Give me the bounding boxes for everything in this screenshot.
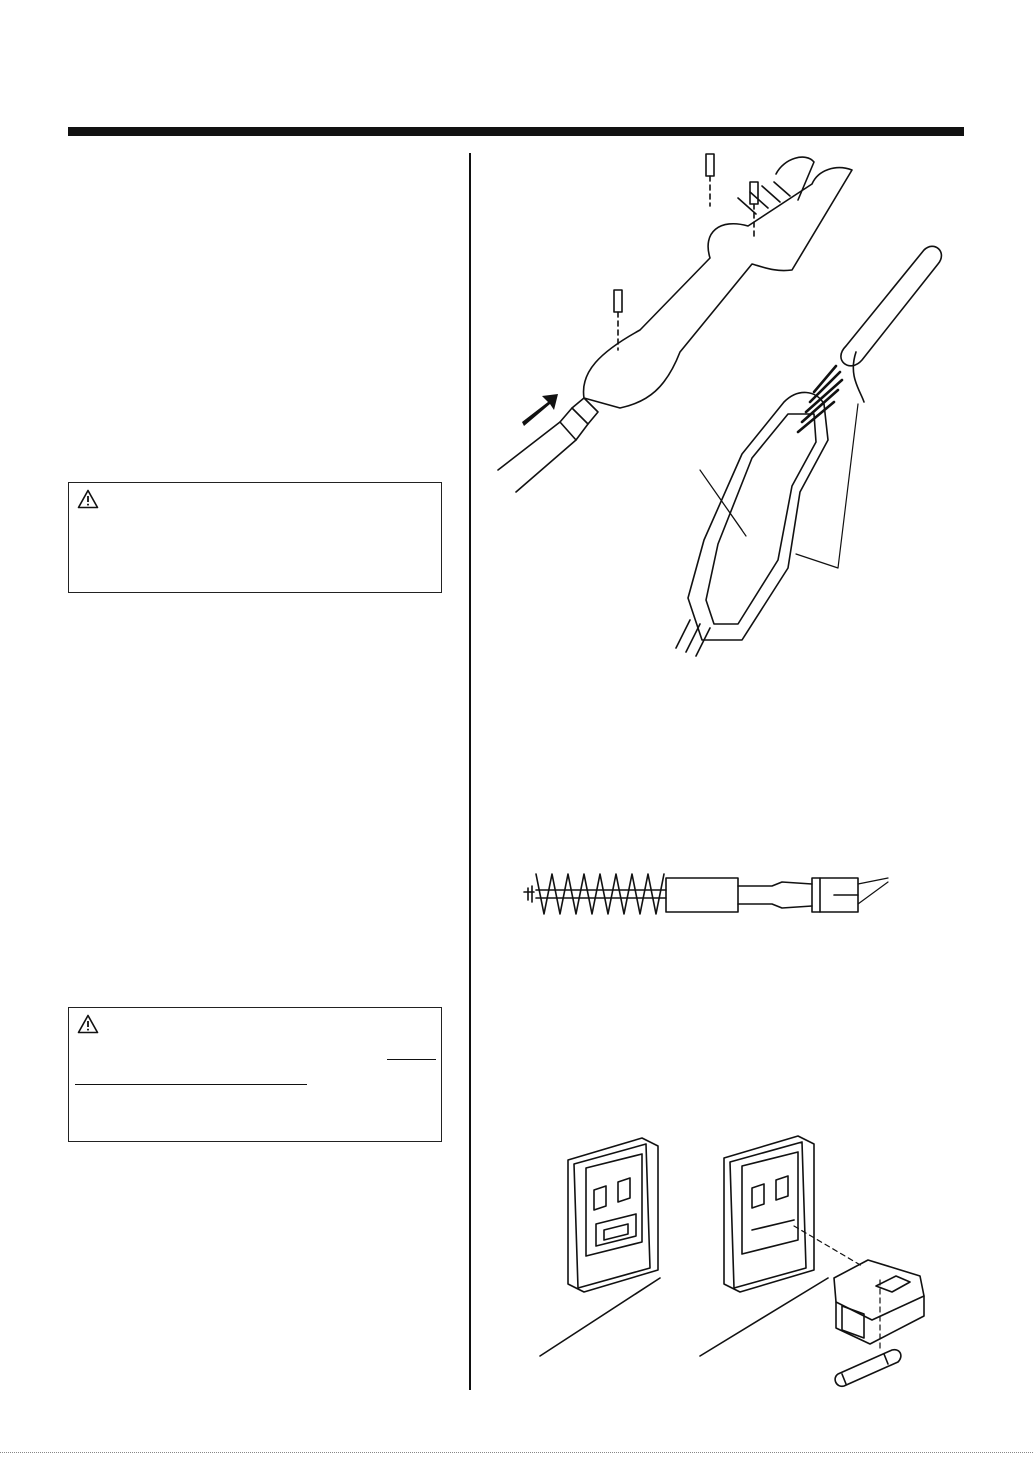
heater-sleeve — [841, 246, 942, 366]
header-rule — [68, 127, 964, 136]
fuse-drawer — [834, 1260, 924, 1344]
handle-body — [583, 168, 852, 408]
power-inlet-fuse-figure — [530, 1130, 970, 1400]
heater-tube — [666, 878, 738, 912]
power-cable — [498, 422, 576, 492]
strain-relief — [560, 408, 588, 440]
spring-coil — [536, 874, 664, 914]
screw-icon — [706, 154, 714, 206]
caution-box-1 — [68, 482, 442, 593]
footer-rule — [0, 1452, 1033, 1453]
warning-triangle-icon — [77, 1014, 99, 1034]
warning-triangle-icon — [77, 489, 99, 509]
column-divider — [469, 153, 471, 1390]
fuse-icon — [835, 1350, 901, 1387]
ac-inlet-right — [724, 1136, 814, 1292]
underline-segment-2 — [75, 1084, 307, 1085]
caution-box-2 — [68, 1007, 442, 1142]
heating-element-figure — [516, 860, 906, 930]
iron-handle-disassembly-figure — [480, 140, 980, 660]
handle-frame — [688, 392, 828, 640]
ac-inlet-left — [568, 1138, 658, 1292]
underline-segment-1 — [387, 1059, 436, 1060]
screw-icon — [750, 182, 758, 240]
arrow-icon — [522, 394, 558, 426]
